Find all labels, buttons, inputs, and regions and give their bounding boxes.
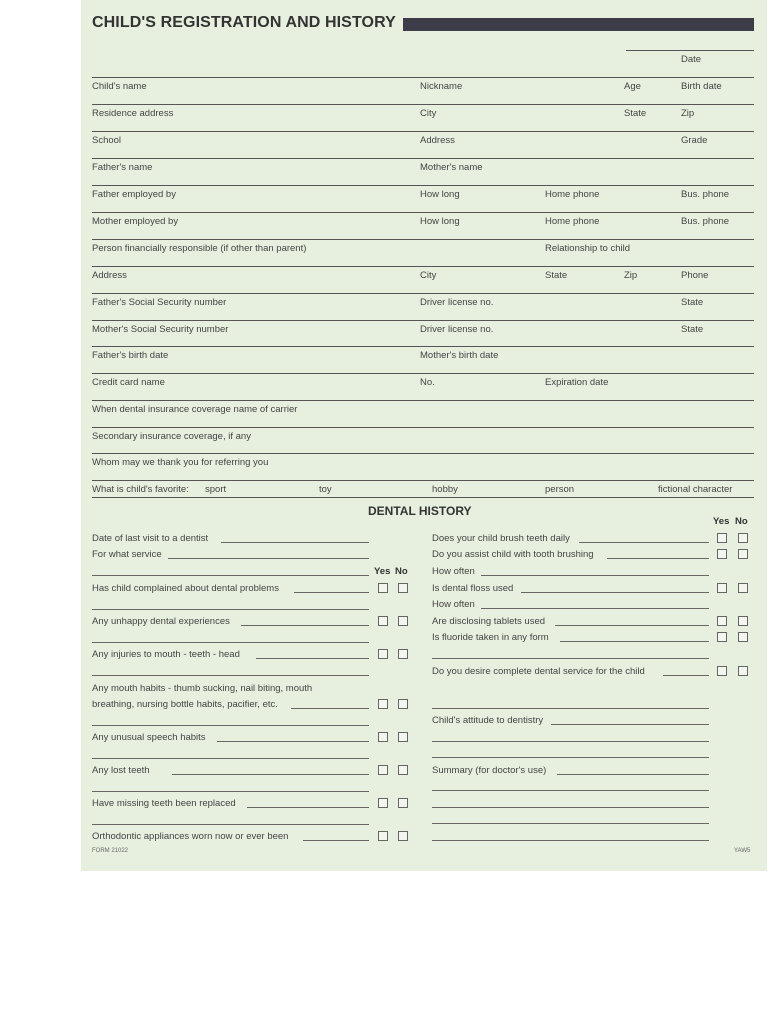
disclosing-tablets-no-checkbox[interactable]	[738, 616, 748, 626]
attitude-line-3[interactable]	[432, 757, 709, 758]
mother-employed-label: Mother employed by	[92, 216, 179, 227]
lost-teeth-line[interactable]	[172, 774, 369, 775]
relationship-label: Relationship to child	[545, 243, 631, 254]
financial-address-line[interactable]	[92, 266, 754, 267]
summary-line-4[interactable]	[432, 823, 709, 824]
father-birth-date-label: Father's birth date	[92, 350, 169, 361]
age-label: Age	[624, 81, 641, 92]
fluoride-label: Is fluoride taken in any form	[432, 632, 549, 643]
complete-service-no-checkbox[interactable]	[738, 666, 748, 676]
date-line[interactable]	[626, 50, 754, 51]
complete-service-yes-checkbox[interactable]	[717, 666, 727, 676]
mouth-habits-line[interactable]	[291, 708, 369, 709]
complained-line-2[interactable]	[92, 609, 369, 610]
lost-teeth-no-checkbox[interactable]	[398, 765, 408, 775]
complained-yes-checkbox[interactable]	[378, 583, 388, 593]
summary-line-3[interactable]	[432, 807, 709, 808]
favorites-bottom-line	[92, 497, 754, 498]
child-name-label: Child's name	[92, 81, 147, 92]
right-no-header: No	[735, 516, 748, 527]
dental-history-heading: DENTAL HISTORY	[368, 504, 472, 518]
financial-city-label: City	[420, 270, 437, 281]
mouth-habits-line-2[interactable]	[92, 725, 369, 726]
assist-brushing-no-checkbox[interactable]	[738, 549, 748, 559]
floss-yes-checkbox[interactable]	[717, 583, 727, 593]
favorite-character-label: fictional character	[658, 484, 733, 495]
missing-teeth-no-checkbox[interactable]	[398, 798, 408, 808]
unhappy-yes-checkbox[interactable]	[378, 616, 388, 626]
mother-how-long-label: How long	[420, 216, 460, 227]
missing-teeth-line-2[interactable]	[92, 824, 369, 825]
orthodontic-yes-checkbox[interactable]	[378, 831, 388, 841]
speech-line-2[interactable]	[92, 758, 369, 759]
floss-how-often-line[interactable]	[481, 608, 709, 609]
orthodontic-label: Orthodontic appliances worn now or ever been	[92, 831, 289, 842]
injuries-line-2[interactable]	[92, 675, 369, 676]
registration-form	[81, 0, 767, 871]
attitude-line[interactable]	[551, 724, 709, 725]
favorite-sport-label: sport	[205, 484, 227, 495]
credit-card-line[interactable]	[92, 373, 754, 374]
fluoride-line-2[interactable]	[432, 658, 709, 659]
assist-brushing-line[interactable]	[607, 558, 709, 559]
birth-dates-line[interactable]	[92, 346, 754, 347]
fluoride-line[interactable]	[560, 641, 709, 642]
favorite-toy-label: toy	[319, 484, 332, 495]
missing-teeth-label: Have missing teeth been replaced	[92, 798, 236, 809]
mouth-habits-label: Any mouth habits - thumb sucking, nail biting, mouth	[92, 683, 313, 694]
financial-line[interactable]	[92, 239, 754, 240]
birth-date-label: Birth date	[681, 81, 722, 92]
favorites-label: What is child's favorite:	[92, 484, 189, 495]
favorite-hobby-label: hobby	[432, 484, 458, 495]
city-label: City	[420, 108, 437, 119]
father-license-state-label: State	[681, 297, 704, 308]
service-line[interactable]	[168, 558, 369, 559]
speech-yes-checkbox[interactable]	[378, 732, 388, 742]
secondary-insurance-line[interactable]	[92, 427, 754, 428]
mother-employment-line[interactable]	[92, 212, 754, 213]
credit-card-name-label: Credit card name	[92, 377, 165, 388]
brush-daily-label: Does your child brush teeth daily	[432, 533, 570, 544]
disclosing-tablets-yes-checkbox[interactable]	[717, 616, 727, 626]
financial-responsible-label: Person financially responsible (if other than parent)	[92, 243, 307, 254]
referral-label: Whom may we thank you for referring you	[92, 457, 269, 468]
state-label: State	[624, 108, 647, 119]
injuries-no-checkbox[interactable]	[398, 649, 408, 659]
floss-label: Is dental floss used	[432, 583, 514, 594]
father-license-label: Driver license no.	[420, 297, 494, 308]
summary-line-2[interactable]	[432, 790, 709, 791]
unhappy-no-checkbox[interactable]	[398, 616, 408, 626]
disclosing-tablets-label: Are disclosing tablets used	[432, 616, 546, 627]
last-visit-line[interactable]	[221, 542, 369, 543]
brush-how-often-label: How often	[432, 566, 475, 577]
school-line[interactable]	[92, 131, 754, 132]
father-employed-label: Father employed by	[92, 189, 176, 200]
grade-label: Grade	[681, 135, 708, 146]
unhappy-line[interactable]	[241, 625, 369, 626]
secondary-insurance-label: Secondary insurance coverage, if any	[92, 431, 251, 442]
insurance-line[interactable]	[92, 400, 754, 401]
attitude-line-2[interactable]	[432, 741, 709, 742]
right-yes-header: Yes	[713, 516, 730, 527]
father-ssn-label: Father's Social Security number	[92, 297, 227, 308]
title-bar-decoration	[403, 18, 754, 31]
missing-teeth-line[interactable]	[247, 807, 369, 808]
favorites-line[interactable]	[92, 480, 754, 481]
financial-phone-label: Phone	[681, 270, 709, 281]
speech-label: Any unusual speech habits	[92, 732, 206, 743]
unhappy-line-2[interactable]	[92, 642, 369, 643]
last-visit-label: Date of last visit to a dentist	[92, 533, 209, 544]
assist-brushing-label: Do you assist child with tooth brushing	[432, 549, 594, 560]
complained-no-checkbox[interactable]	[398, 583, 408, 593]
mouth-habits-label-2: breathing, nursing bottle habits, pacifier, etc.	[92, 699, 278, 710]
residence-address-label: Residence address	[92, 108, 174, 119]
favorite-person-label: person	[545, 484, 575, 495]
expiration-date-label: Expiration date	[545, 377, 609, 388]
floss-how-often-label: How often	[432, 599, 475, 610]
brush-daily-no-checkbox[interactable]	[738, 533, 748, 543]
father-name-label: Father's name	[92, 162, 153, 173]
zip-label: Zip	[681, 108, 695, 119]
summary-line[interactable]	[557, 774, 709, 775]
mouth-habits-yes-checkbox[interactable]	[378, 699, 388, 709]
mother-name-label: Mother's name	[420, 162, 483, 173]
complained-line[interactable]	[294, 592, 369, 593]
financial-address-label: Address	[92, 270, 127, 281]
form-code: YAW5	[734, 848, 751, 854]
child-name-line[interactable]	[92, 77, 754, 78]
mother-license-label: Driver license no.	[420, 324, 494, 335]
nickname-label: Nickname	[420, 81, 463, 92]
injuries-line[interactable]	[256, 658, 369, 659]
lost-teeth-label: Any lost teeth	[92, 765, 150, 776]
left-yes-header: Yes	[374, 566, 391, 577]
brush-how-often-line[interactable]	[481, 575, 709, 576]
mother-license-state-label: State	[681, 324, 704, 335]
father-how-long-label: How long	[420, 189, 460, 200]
speech-line[interactable]	[217, 741, 369, 742]
orthodontic-line[interactable]	[303, 840, 369, 841]
complete-service-line[interactable]	[663, 675, 709, 676]
disclosing-tablets-line[interactable]	[555, 625, 709, 626]
form-number: FORM 21022	[92, 848, 129, 854]
brush-daily-yes-checkbox[interactable]	[717, 533, 727, 543]
financial-state-label: State	[545, 270, 568, 281]
mother-ssn-label: Mother's Social Security number	[92, 324, 229, 335]
mother-ssn-line[interactable]	[92, 320, 754, 321]
lost-teeth-yes-checkbox[interactable]	[378, 765, 388, 775]
mother-birth-date-label: Mother's birth date	[420, 350, 499, 361]
credit-card-no-label: No.	[420, 377, 435, 388]
unhappy-label: Any unhappy dental experiences	[92, 616, 230, 627]
school-label: School	[92, 135, 122, 146]
mouth-habits-no-checkbox[interactable]	[398, 699, 408, 709]
service-label: For what service	[92, 549, 162, 560]
fluoride-yes-checkbox[interactable]	[717, 632, 727, 642]
fluoride-no-checkbox[interactable]	[738, 632, 748, 642]
left-no-header: No	[395, 566, 408, 577]
date-label: Date	[681, 54, 702, 65]
complete-service-line-2[interactable]	[432, 708, 709, 709]
service-line-2[interactable]	[92, 575, 369, 576]
assist-brushing-yes-checkbox[interactable]	[717, 549, 727, 559]
school-address-label: Address	[420, 135, 455, 146]
brush-daily-line[interactable]	[579, 542, 709, 543]
complained-label: Has child complained about dental problems	[92, 583, 279, 594]
father-ssn-line[interactable]	[92, 293, 754, 294]
referral-line[interactable]	[92, 453, 754, 454]
father-home-phone-label: Home phone	[545, 189, 600, 200]
mother-bus-phone-label: Bus. phone	[681, 216, 730, 227]
attitude-label: Child's attitude to dentistry	[432, 715, 544, 726]
injuries-yes-checkbox[interactable]	[378, 649, 388, 659]
complete-service-label: Do you desire complete dental service for the child	[432, 666, 645, 677]
financial-zip-label: Zip	[624, 270, 638, 281]
missing-teeth-yes-checkbox[interactable]	[378, 798, 388, 808]
lost-teeth-line-2[interactable]	[92, 791, 369, 792]
floss-line[interactable]	[521, 592, 709, 593]
father-employment-line[interactable]	[92, 185, 754, 186]
residence-line[interactable]	[92, 104, 754, 105]
insurance-carrier-label: When dental insurance coverage name of carrier	[92, 404, 298, 415]
form-title: CHILD'S REGISTRATION AND HISTORY	[92, 14, 396, 31]
orthodontic-no-checkbox[interactable]	[398, 831, 408, 841]
floss-no-checkbox[interactable]	[738, 583, 748, 593]
summary-label: Summary (for doctor's use)	[432, 765, 547, 776]
summary-line-5[interactable]	[432, 840, 709, 841]
injuries-label: Any injuries to mouth - teeth - head	[92, 649, 240, 660]
parents-name-line[interactable]	[92, 158, 754, 159]
father-bus-phone-label: Bus. phone	[681, 189, 730, 200]
mother-home-phone-label: Home phone	[545, 216, 600, 227]
speech-no-checkbox[interactable]	[398, 732, 408, 742]
